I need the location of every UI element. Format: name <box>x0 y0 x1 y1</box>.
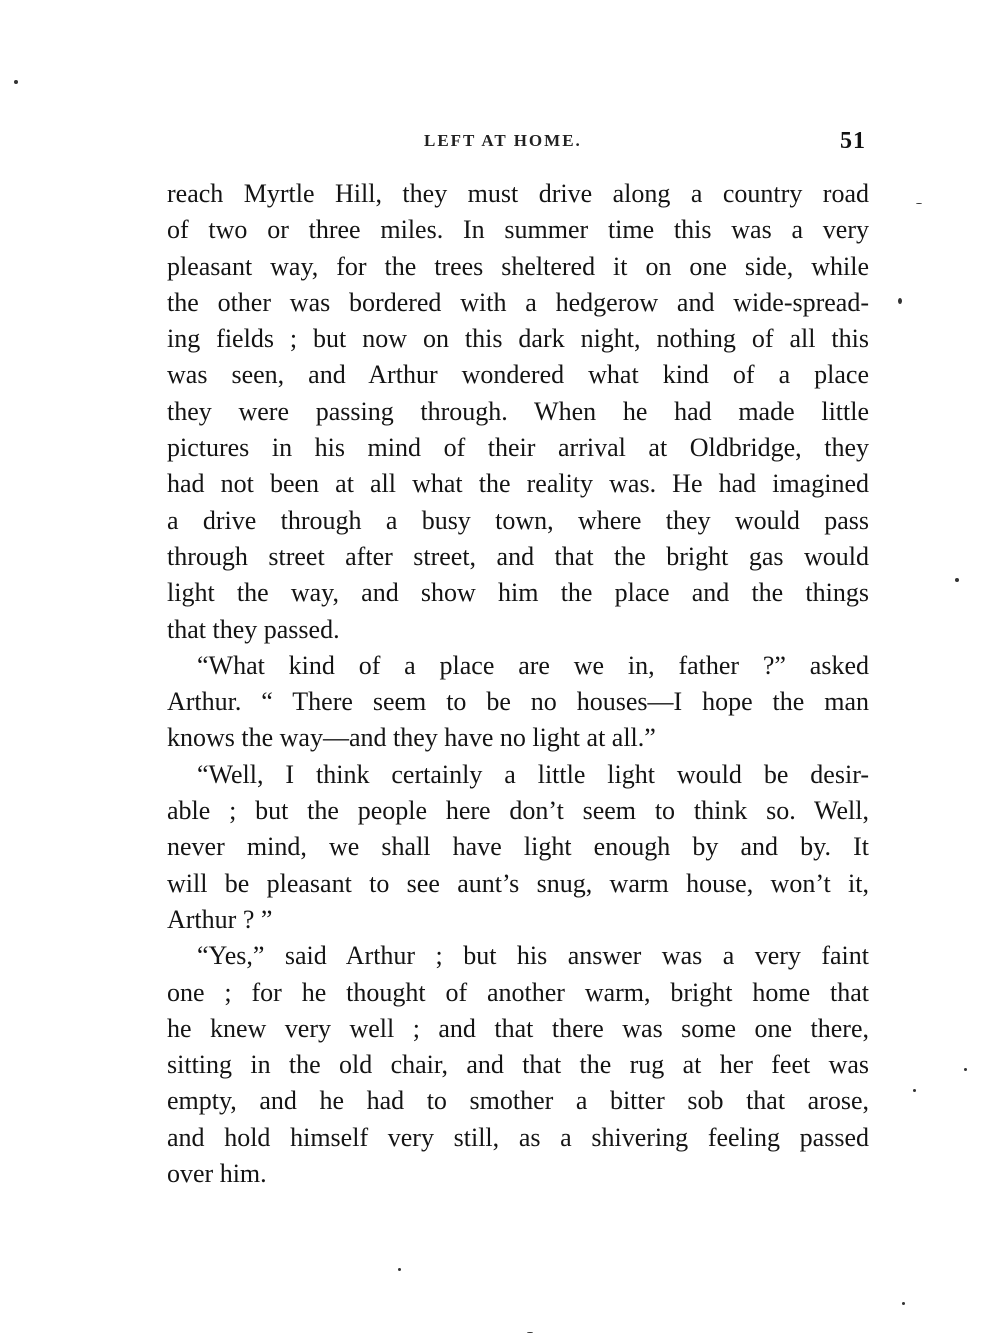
body-text <box>167 176 869 1192</box>
scan-speck <box>964 1068 967 1071</box>
scan-speck <box>14 80 18 84</box>
text-line: ing fields ; but now on this dark night, nothing of all this <box>167 324 869 354</box>
text-line: they were passing through. When he had made little <box>167 396 869 426</box>
text-line: one ; for he thought of another warm, bright home that <box>167 977 869 1007</box>
scan-speck <box>898 298 902 304</box>
text-line: empty, and he had to smother a bitter sob that arose, <box>167 1086 869 1116</box>
text-line: sitting in the old chair, and that the rug at her feet was <box>167 1050 869 1080</box>
text-line: he knew very well ; and that there was some one there, <box>167 1013 869 1043</box>
text-line: Arthur ? ” <box>167 904 273 934</box>
text-line: never mind, we shall have light enough by and by. It <box>167 832 869 862</box>
text-line: reach Myrtle Hill, they must drive along a country road <box>167 179 869 208</box>
running-title: LEFT AT HOME. <box>424 131 582 150</box>
text-line: and hold himself very still, as a shivering feeling passed <box>167 1122 869 1152</box>
scan-speck <box>902 1302 905 1305</box>
text-line: light the way, and show him the place and the things <box>167 578 869 608</box>
text-line: pictures in his mind of their arrival at Oldbridge, they <box>167 433 869 463</box>
text-line: of two or three miles. In summer time this was a very <box>167 215 869 245</box>
text-line: Arthur. “ There seem to be no houses—I hope the man <box>167 687 869 717</box>
text-line: a drive through a busy town, where they would pass <box>167 505 869 535</box>
text-line: “Yes,” said Arthur ; but his answer was a very faint <box>197 941 869 971</box>
scan-speck <box>916 203 922 204</box>
text-line: that they passed. <box>167 614 340 644</box>
text-line: will be pleasant to see aunt’s snug, warm house, won’t it, <box>167 868 869 898</box>
text-line: “Well, I think certainly a little light would be desir- <box>197 759 869 789</box>
text-line: pleasant way, for the trees sheltered it on one side, while <box>167 251 869 281</box>
text-line: through street after street, and that the bright gas would <box>167 541 869 571</box>
scan-speck <box>913 1089 916 1092</box>
page-number: 51 <box>840 128 866 154</box>
scan-speck <box>398 1268 401 1271</box>
text-line: had not been at all what the reality was. He had imagined <box>167 469 869 499</box>
text-line: the other was bordered with a hedgerow and wide-spread- <box>167 287 869 317</box>
scan-speck <box>955 578 959 582</box>
text-line: over him. <box>167 1159 267 1189</box>
scan-speck <box>527 1332 533 1333</box>
text-line: “What kind of a place are we in, father ?” asked <box>197 650 869 680</box>
text-line: was seen, and Arthur wondered what kind of a place <box>167 360 869 390</box>
text-line: knows the way—and they have no light at all.” <box>167 723 656 753</box>
text-line: able ; but the people here don’t seem to think so. Well, <box>167 796 869 826</box>
